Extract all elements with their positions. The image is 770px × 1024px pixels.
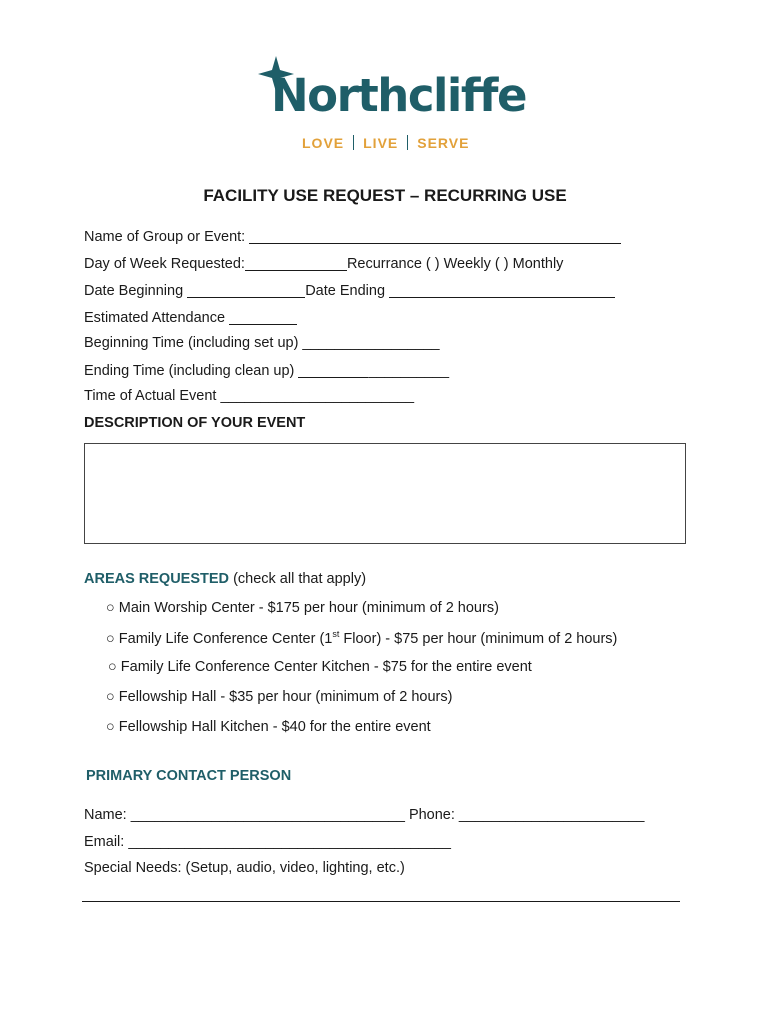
areas-note: (check all that apply)	[233, 571, 367, 587]
day-of-week-row	[84, 255, 563, 272]
description-textarea[interactable]	[84, 443, 686, 544]
areas-heading-text: AREAS REQUESTED	[84, 571, 230, 587]
area-option-conference-rest: Floor) - $75 per hour (minimum of 2 hours)	[339, 630, 618, 647]
brand-name: Northcliffe	[271, 69, 527, 122]
group-name-field[interactable]	[249, 228, 621, 244]
area-option-conference-center[interactable]	[106, 629, 617, 647]
date-ending-label: Date Ending	[305, 283, 386, 299]
attendance-label: Estimated Attendance	[84, 310, 226, 326]
tagline-divider	[353, 135, 354, 150]
actual-time-label[interactable]: Time of Actual Event ________________________	[84, 388, 415, 404]
contact-email[interactable]: Email: ________________________________________	[84, 834, 451, 850]
areas-heading	[84, 571, 366, 587]
form-title: FACILITY USE REQUEST – RECURRING USE	[203, 186, 567, 205]
area-option-conference-text: ○ Family Life Conference Center (1	[106, 630, 333, 647]
contact-heading: PRIMARY CONTACT PERSON	[86, 768, 292, 784]
area-option-fellowship-kitchen[interactable]: ○ Fellowship Hall Kitchen - $40 for the entire event	[106, 719, 431, 735]
attendance-field[interactable]	[229, 309, 297, 325]
tagline-divider	[407, 135, 408, 150]
description-heading: DESCRIPTION OF YOUR EVENT	[84, 415, 306, 431]
area-option-main-worship[interactable]: ○ Main Worship Center - $175 per hour (minimum of 2 hours)	[106, 600, 499, 616]
contact-name-phone[interactable]: Name: __________________________________ Phone: _______________________	[84, 807, 645, 823]
area-option-conference-kitchen[interactable]: ○ Family Life Conference Center Kitchen - $75 for the entire event	[108, 659, 532, 675]
group-name-row	[84, 228, 621, 245]
day-of-week-label: Day of Week Requested:	[84, 256, 245, 272]
ending-time-field[interactable]	[298, 362, 368, 378]
beginning-time-label[interactable]: Beginning Time (including set up) _________________	[84, 335, 440, 351]
area-option-fellowship-hall[interactable]: ○ Fellowship Hall - $35 per hour (minimum of 2 hours)	[106, 689, 453, 705]
day-of-week-field[interactable]	[245, 255, 347, 271]
group-name-label: Name of Group or Event:	[84, 229, 246, 245]
tagline-live: LIVE	[363, 135, 399, 151]
ordinal-suffix: st	[332, 629, 340, 639]
ending-time-label: Ending Time (including clean up)	[84, 363, 295, 379]
special-needs-label: Special Needs: (Setup, audio, video, lighting, etc.)	[84, 860, 405, 876]
date-ending-field[interactable]	[389, 282, 615, 298]
attendance-row	[84, 309, 297, 326]
tagline-serve: SERVE	[417, 135, 470, 151]
dates-row	[84, 282, 615, 299]
northcliffe-logo	[240, 52, 540, 152]
date-beginning-field[interactable]	[187, 282, 305, 298]
tagline-love: LOVE	[302, 135, 345, 151]
special-needs-field[interactable]	[82, 901, 680, 902]
ending-time-row	[84, 362, 449, 379]
recurrance-options[interactable]: Recurrance ( ) Weekly ( ) Monthly	[346, 256, 564, 272]
date-beginning-label: Date Beginning	[84, 283, 184, 299]
tagline	[302, 135, 469, 151]
ending-time-trail: __________	[368, 363, 450, 379]
